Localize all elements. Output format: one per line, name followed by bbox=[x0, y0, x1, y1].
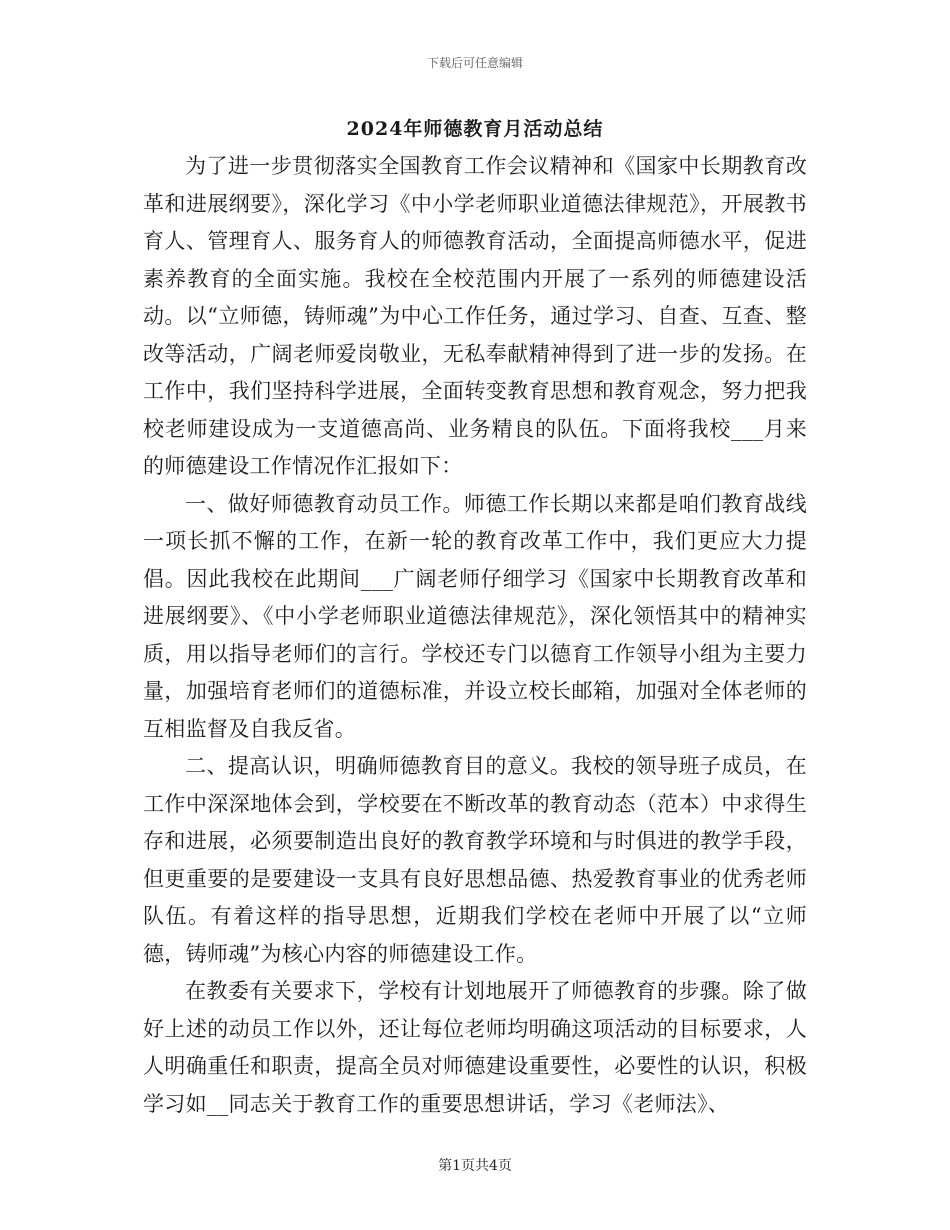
document-title: 2024年师德教育月活动总结 bbox=[346, 118, 604, 140]
paragraph: 一、做好师德教育动员工作。师德工作长期以来都是咱们教育战线一项长抓不懈的工作，在新一轮的教育改革工作中，我们更应大力提倡。因此我校在此期间___广阔老师仔细学习《国家中长期教育改革和进展纲要》、《中小学老师职业道德法律规范》，深化领悟其中的精神实质，用以指导老师们的言行。学校还专门以德育工作领导小组为主要力量，加强培育老师们的道德标准，并设立校长邮箱，加强对全体老师的互相监督及自我反省。 bbox=[143, 491, 807, 741]
header-note: 下载后可任意编辑 bbox=[426, 56, 523, 70]
paragraph: 二、提高认识，明确师德教育目的意义。我校的领导班子成员，在工作中深深地体会到，学校要在不断改革的教育动态（范本）中求得生存和进展，必须要制造出良好的教育教学环境和与时俱进的教学手段，但更重要的是要建设一支具有良好思想品德、热爱教育事业的优秀老师队伍。有着这样的指导思想，近期我们学校在老师中开展了以“立师德，铸师魂”为核心内容的师德建设工作。 bbox=[143, 754, 807, 966]
page-number: 第1页共4页 bbox=[438, 1158, 512, 1174]
paragraph: 在教委有关要求下，学校有计划地展开了师德教育的步骤。除了做好上述的动员工作以外，还让每位老师均明确这项活动的目标要求，人人明确重任和职责，提高全员对师德建设重要性，必要性的认识，积极学习如__同志关于教育工作的重要思想讲话，学习《老师法》、 bbox=[143, 979, 807, 1116]
paragraph: 为了进一步贯彻落实全国教育工作会议精神和《国家中长期教育改革和进展纲要》，深化学习《中小学老师职业道德法律规范》，开展教书育人、管理育人、服务育人的师德教育活动，全面提高师德水平，促进素养教育的全面实施。我校在全校范围内开展了一系列的师德建设活动。以“立师德，铸师魂”为中心工作任务，通过学习、自查、互查、整改等活动，广阔老师爱岗敬业，无私奉献精神得到了进一步的发扬。在工作中，我们坚持科学进展，全面转变教育思想和教育观念，努力把我校老师建设成为一支道德高尚、业务精良的队伍。下面将我校___月来的师德建设工作情况作汇报如下： bbox=[143, 154, 807, 478]
document-body bbox=[143, 148, 807, 1123]
